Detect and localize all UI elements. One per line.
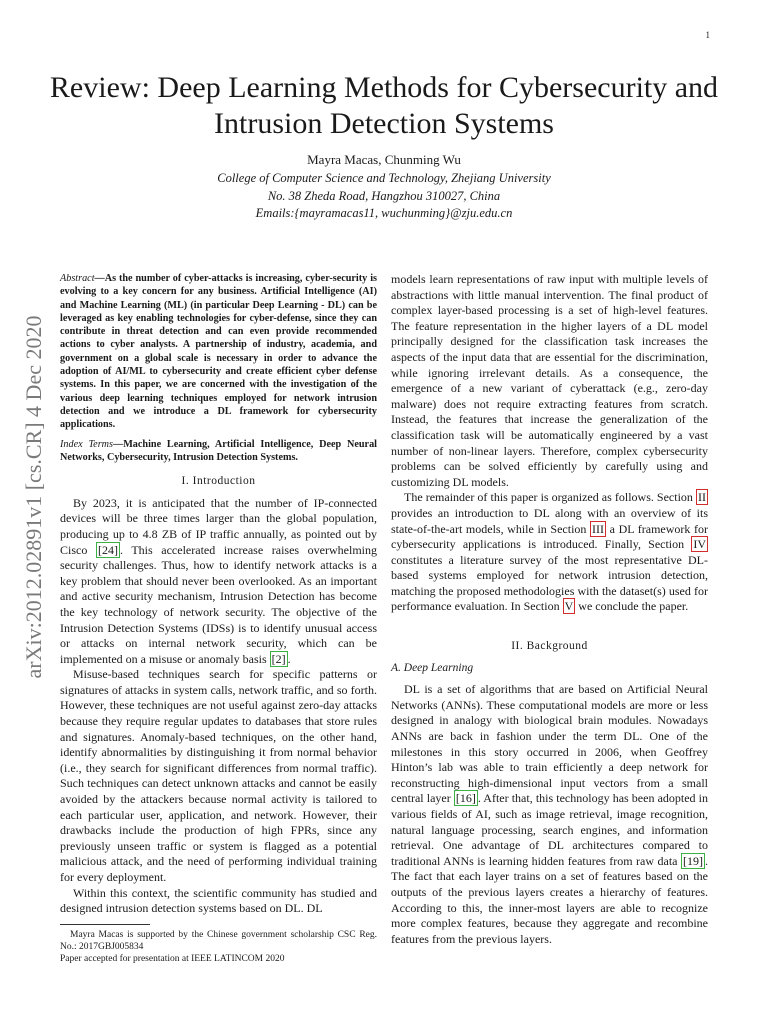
text-run: . This accelerated increase raises overwhelming security challenges. Thus, how to identify network attacks is a key problem that should never been overlooked. As an important and active security mechanism, Intrusion Detection has become the key technology of network security. The objective of the Intrusion Detection Systems (IDSs) is to identify unusual access or attacks on internal network security, which can be implemented on a misuse or anomaly basis: [60, 542, 377, 666]
text-run: . After that, this technology has been adopted in various fields of AI, such as image retrieval, image recognition, natural language processing, search engines, and information retrieval. One advantage of DL architectures compared to traditional ANNs is learning hidden features from raw data: [391, 791, 708, 868]
abstract: [60, 272, 377, 432]
text-run: DL is a set of algorithms that are based on Artificial Neural Networks (ANNs). These computational models are more or less designed in analogy with biological brain modules. Nowadays ANNs are back in fashion under the term DL. One of the milestones in this story occurred in 2006, when Geoffrey Hinton’s lab was able to train efficiently a deep network for reconstructing high-dimensional input vectors from a small central layer: [391, 682, 708, 806]
footnote: Mayra Macas is supported by the Chinese government scholarship CSC Reg. No.: 2017GBJ005834: [60, 929, 377, 952]
text-run: . The fact that each layer trains on a set of features based on the outputs of the previous layers creates a hierarchy of features. According to this, the inner-most layers are able to recognize more complex features, because they aggregate and recombine features from the previous layers.: [391, 853, 708, 946]
text-run: The remainder of this paper is organized as follows. Section: [404, 490, 696, 505]
index-terms-label: Index Terms: [60, 438, 113, 450]
intro-paragraph-2: Misuse-based techniques search for specific patterns or signatures of attacks in system calls, network traffic, and so forth. However, these techniques are not useful against zero-day attacks because they require regular updates to databases that store rules and signatures. Anomaly-based techniques, on the other hand, identify abnormalities by distinguishing it from normal behavior (i.e., they search for significant differences from normal traffic). Such techniques can detect unknown attacks and cannot be easily avoided by the attackers because normal activity is tailored to each particular user, application, and network. However, their drawbacks include the production of high FPRs, since any previously unseen traffic or system is flagged as a potential malicious attack, and the need of performing individual training for every deployment.: [60, 667, 377, 884]
right-column: [391, 272, 708, 947]
section-ref-link[interactable]: III: [592, 521, 605, 536]
subsection-heading-deep-learning: A. Deep Learning: [391, 661, 474, 674]
abstract-label: Abstract: [60, 273, 95, 284]
section-ref-link[interactable]: V: [564, 599, 574, 614]
paper-title: Review: Deep Learning Methods for Cybersecurity and Intrusion Detection Systems: [49, 71, 719, 140]
left-column: [60, 272, 377, 953]
affiliation-line: Emails:{mayramacas11, wuchunming}@zju.edu.cn: [255, 206, 513, 220]
text-run: we conclude the paper.: [575, 599, 689, 614]
paper-authors: Mayra Macas, Chunming Wu: [307, 152, 461, 167]
acceptance-note: Paper accepted for presentation at IEEE LATINCOM 2020: [60, 954, 285, 964]
abstract-text: —As the number of cyber-attacks is increasing, cyber-security is evolving to a key concern for any business. Artificial Intelligence (AI) and Machine Learning (ML) (in particular Deep Learning - DL) can be leveraged as key enabling technologies for cyber-defense, since they can contribute in threat detection and can even provide recommended actions to cyber analysts. A partnership of industry, academia, and government on a global scale is necessary in order to advance the adoption of AI/ML to cybersecurity and create efficient cyber defense systems. In this paper, we are concerned with the investigation of the various deep learning techniques employed for network intrusion detection and we introduce a DL framework for cybersecurity applications.: [60, 273, 377, 431]
section-heading-introduction: I. Introduction: [181, 475, 256, 488]
affiliation-line: College of Computer Science and Technology, Zhejiang University: [217, 171, 551, 185]
affiliation-block: [40, 170, 728, 223]
arxiv-identifier: arXiv:2012.02891v1 [cs.CR] 4 Dec 2020: [21, 315, 46, 679]
citation-link[interactable]: [16]: [455, 791, 476, 806]
deep-learning-paragraph: [391, 682, 708, 947]
organization-paragraph: [391, 490, 708, 615]
text-run: .: [287, 651, 291, 666]
index-terms-text: —Machine Learning, Artificial Intelligence, Deep Neural Networks, Cybersecurity, Intrusion Detection Systems.: [60, 438, 377, 463]
section-heading-background: II. Background: [511, 640, 588, 653]
text-run: a DL framework for cybersecurity applications is introduced. Finally, Section: [391, 521, 708, 552]
text-run: By 2023, it is anticipated that the number of IP-connected devices will be three times larger than the global population, producing up to 4.8 ZB of IP traffic annually, as pointed out by Cisco: [60, 495, 377, 557]
citation-link[interactable]: [19]: [683, 853, 703, 868]
intro-paragraph-1: [60, 496, 377, 668]
footnote-rule: [60, 924, 150, 925]
continued-paragraph: models learn representations of raw input with multiple levels of abstractions with little manual intervention. The final product of complex layer-based processing is a set of high-level features. The feature representation in the higher layers of a DL model principally designed for the classification task increases the aspects of the input data that are essential for the discrimination, while ignoring irrelevant details. As a consequence, the emergence of a new variant of cyberattack (e.g., zero-day malware) does not require extracting features from scratch. Instead, the features that increase the generalization of the classification task will be automatically engineered by a vast number of non-linear layers. Therefore, complex cybersecurity problems can be solved efficiently by carefully using and customizing DL models.: [391, 272, 708, 489]
section-ref-link[interactable]: IV: [693, 537, 706, 552]
section-ref-link[interactable]: II: [698, 490, 706, 505]
arxiv-sidebar: [14, 272, 54, 722]
text-run: provides an introduction to DL along with an overview of its state-of-the-art models, while in Section: [391, 505, 708, 536]
citation-link[interactable]: [24]: [97, 542, 118, 557]
page-number: 1: [705, 30, 710, 40]
text-run: constitutes a literature survey of the most representative DL-based systems employed for network intrusion detection, matching the proposed methodologies with the dataset(s) used for performance evaluation. In Section: [391, 552, 708, 614]
intro-paragraph-3: Within this context, the scientific community has studied and designed intrusion detection systems based on DL. DL: [60, 885, 377, 916]
citation-link[interactable]: [2]: [271, 651, 286, 666]
index-terms: [60, 438, 377, 465]
affiliation-line: No. 38 Zheda Road, Hangzhou 310027, China: [267, 188, 501, 203]
